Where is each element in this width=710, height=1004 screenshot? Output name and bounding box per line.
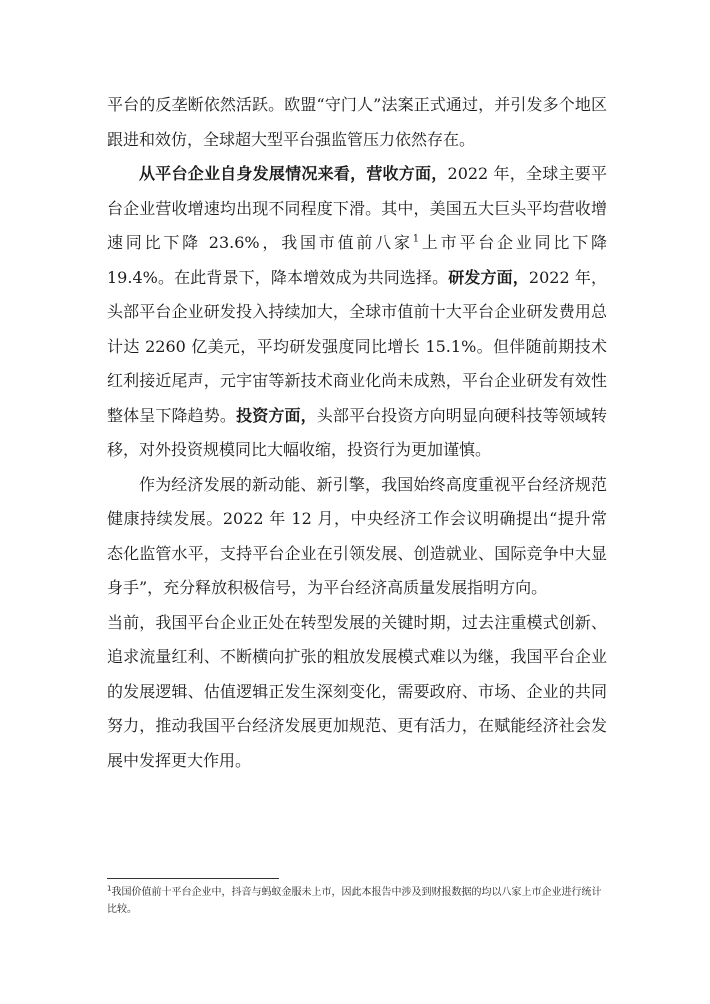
text-rnd: 2022 年，头部平台企业研发投入持续加大，全球市值前十大平台企业研发费用总计达 2260 亿美元，平均研发强度同比增长 15.1%。但伴随前期技术红利接近尾声，元宇宙等新技术商业化尚未成熟，平台企业研发有效性整体呈下降趋势。 [107, 267, 607, 425]
text-revenue: 2022 年，全球主要平台企业营收增速均出现不同程度下滑。其中，美国五大巨头平均营收增速同比下降 23.6%，我国市值前八家 [107, 164, 607, 252]
footnote [107, 884, 607, 918]
body-text [107, 88, 607, 778]
footnote-ref: 1 [412, 233, 420, 245]
text-revenue-cont: 上市平台企业同比下降 19.4%。在此背景下，降本增效成为共同选择。 [107, 233, 607, 287]
bold-lead-revenue: 从平台企业自身发展情况来看，营收方面， [139, 164, 448, 183]
text-investment: 头部平台投资方向明显向硬科技等领域转移，对外投资规模同比大幅收缩，投资行为更加谨慎。 [107, 405, 607, 459]
paragraph-policy: 作为经济发展的新动能、新引擎，我国始终高度重视平台经济规范健康持续发展。2022 年 12 月，中央经济工作会议明确提出“提升常态化监管水平，支持平台企业在引领发展、创造就业、国际竞争中大显身手”，充分释放积极信号，为平台经济高质量发展指明方向。 [107, 474, 607, 597]
paragraph-transition: 当前，我国平台企业正处在转型发展的关键时期，过去注重模式创新、追求流量红利、不断横向扩张的粗放发展模式难以为继，我国平台企业的发展逻辑、估值逻辑正发生深刻变化，需要政府、市场、企业的共同努力，推动我国平台经济发展更加规范、更有活力，在赋能经济社会发展中发挥更大作用。 [107, 612, 607, 770]
footnote-marker: 1 [107, 884, 112, 893]
footnote-divider [107, 878, 279, 879]
bold-lead-investment: 投资方面， [236, 405, 317, 425]
footnote-text: 我国价值前十平台企业中，抖音与蚂蚁金服未上市，因此本报告中涉及到财报数据的均以八家上市企业进行统计比较。 [107, 887, 602, 915]
paragraph-continuation: 平台的反垄断依然活跃。欧盟“守门人”法案正式通过，并引发多个地区跟进和效仿，全球超大型平台强监管压力依然存在。 [107, 95, 607, 149]
paragraph-enterprise-development [107, 157, 607, 468]
bold-lead-rnd: 研发方面， [448, 267, 529, 287]
